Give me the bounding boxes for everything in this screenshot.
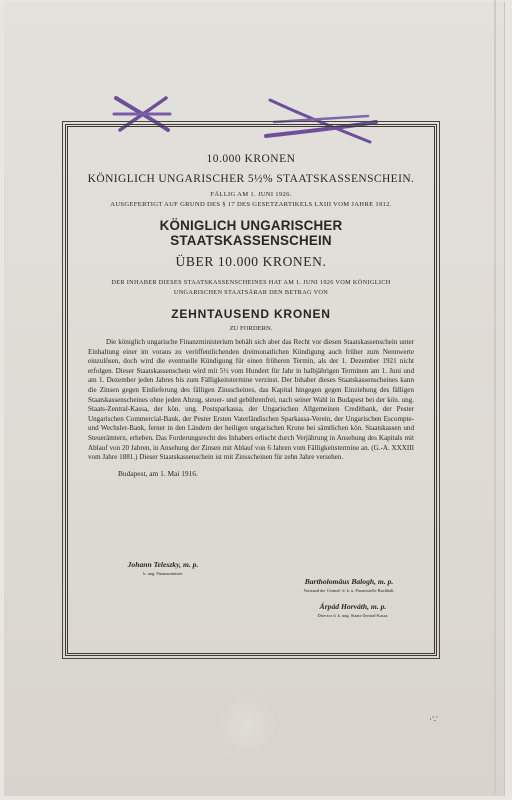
signature-name: Bartholomäus Balogh, m. p.: [304, 577, 394, 586]
body-paragraph: Die königlich ungarische Finanzministerium behält sich aber das Recht vor diesen Staatskassenschein unter Einhaltung einer im voraus zu veröffentlichenden dreimonatlichen Kündigung auch früher zum Nennwerte einzulösen, doch wird die eventuelle Kündigung für einen früheren Termin, als der 1. Dezember 1921 nicht erfolgen. Dieser Staatskassenschein wird mit 5½ vom Hundert für Jahr in halbjährigen Terminen am 1. Juni und am 1. Dezember jeden Jahres bis zum Fälligkeitstermine verzinst. Der Inhaber dieses Staatskassenscheines kann die Zinsen gegen Einlieferung des fälligen Zinsscheines, das Kapital hingegen gegen Einziehung des fälligen Staatskassenscheines ohne jeden Abzug, steuer- und gebührenfrei, nach seiner Wahl in Budapest bei der kön. ung. Staats-Zentral-Kassa, der kön. ung. Postsparkassa, der Ungarischen Allgemeinen Creditbank, der Pester Ungarischen Commercial-Bank, der Pester Ersten Vaterländischen Sparkassa-Verein, der Ungarischen Escompte- und Wechsler-Bank, ferner in den Ländern der heiligen ungarischen Krone bei sämtlichen kön. Staatskassen und Steuerämtern, erheben. Das Forderungsrecht des Inhabers erlischt durch Verjährung in Ansehung des Kapitals mit Ablauf von 20 Jahren, in Ansehung der Zinsen mit Ablauf von 6 Jahren vom Fälligkeitstermine an. (G.-A. XXXIII vom Jahre 1881.) Dieser Staatskassenschein ist mit Zinsscheinen für zehn Jahre versehen.: [88, 338, 414, 462]
signature-name: Johann Teleszky, m. p.: [127, 560, 199, 569]
bearer-text: DER INHABER DIESES STAATSKASSENSCHEINES HAT AM 1. JUNI 1926 VOM KÖNIGLICH UNGARISCHEN STAATSÄRAR DEN BETRAG VON: [111, 279, 391, 296]
signature-role: Vorstand der Central- d. k. u. Finanzstelle Buchhalt.: [303, 588, 395, 593]
document-frame: [65, 124, 437, 656]
place-date: Budapest, am 1. Mai 1916.: [118, 468, 198, 478]
paper-fold: [494, 0, 496, 794]
signature-accounting: [280, 577, 418, 593]
issued-line: AUSGEFERTIGT AUF GRUND DES § 17 DES GESETZARTIKELS LXIII VOM JAHRE 1912.: [110, 201, 392, 208]
denomination: 10.000 KRONEN: [206, 153, 296, 165]
stamp-mark: ·∵: [429, 714, 438, 724]
to-demand: ZU FORDERN.: [229, 325, 273, 332]
signature-role: k. ung. Finanzminister: [143, 571, 183, 576]
signature-role: Director d. k. ung. Staats-Zentral-Kassa.: [317, 613, 389, 618]
signature-central-cashier: [288, 602, 418, 618]
dry-seal: [212, 690, 282, 760]
due-line: FÄLLIG AM 1. JUNI 1926.: [210, 191, 292, 198]
signature-name: Árpád Horváth, m. p.: [319, 602, 387, 611]
body-text: [88, 338, 414, 463]
main-title: KÖNIGLICH UNGARISCHER STAATSKASSENSCHEIN: [159, 218, 343, 248]
signature-finance-minister: [108, 560, 218, 576]
amount-heading: ÜBER 10.000 KRONEN.: [175, 254, 327, 269]
amount-words: ZEHNTAUSEND KRONEN: [171, 307, 331, 321]
title-line: KÖNIGLICH UNGARISCHER 5½% STAATSKASSENSCHEIN.: [87, 173, 415, 185]
